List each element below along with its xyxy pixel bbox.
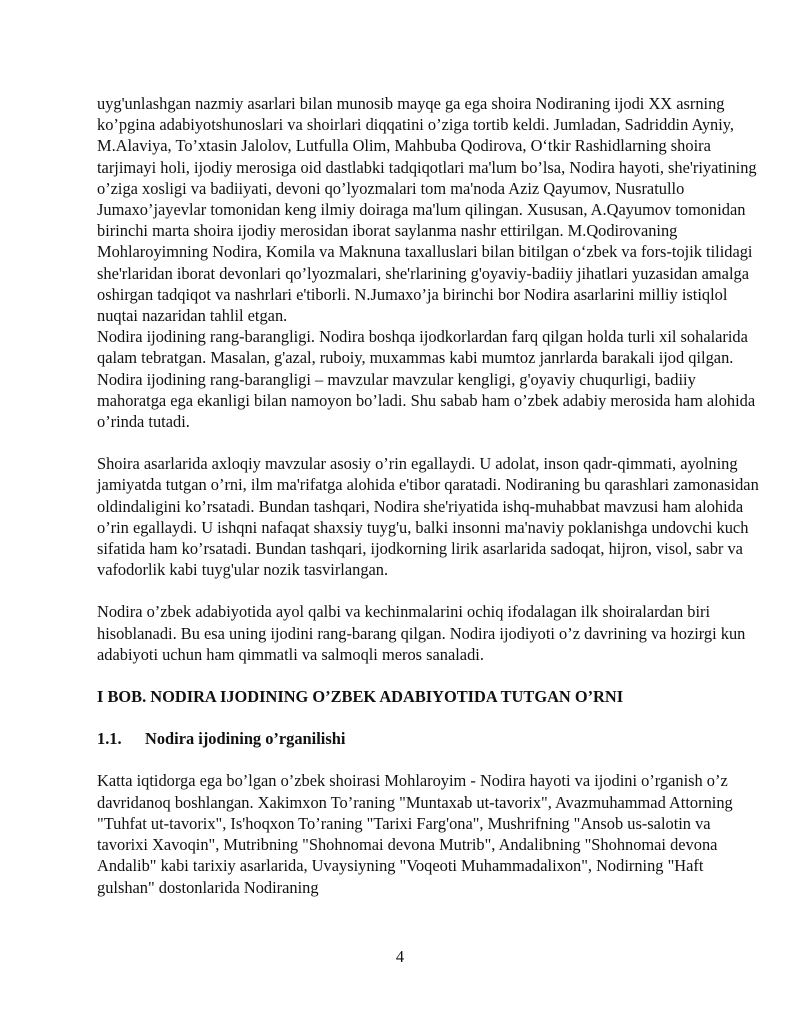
- paragraph-spacer: [97, 665, 765, 686]
- page-number: 4: [395, 947, 405, 966]
- section-number: 1.1.: [97, 729, 122, 749]
- paragraph-spacer: [97, 707, 765, 728]
- paragraph-research-history: uyg'unlashgan nazmiy asarlari bilan munosib mayqe ga ega shoira Nodiraning ijodi XX asrning ko’pgina adabiyotshunoslari va shoirlari diqqatini o’ziga tortib keldi. Jumladan, Sadriddin Ayniy, M.Alaviya, To’xtasin Jalolov, Lutfulla Olim, Mahbuba Qodirova, O‘tkir Rashidlarning shoira tarjimayi holi, ijodiy merosiga oid dastlabki tadqiqotlari ma'lum bo’lsa, Nodira hayoti, she'riyatining o’ziga xosligi va badiiyati, devoni qo’lyozmalari tom ma'noda Aziz Qayumov, Nusratullo Jumaxo’jayevlar tomonidan keng ilmiy doiraga ma'lum qilingan. Xususan, A.Qayumov tomonidan birinchi marta shoira ijodiy merosidan iborat saylanma nashr ettirilgan. M.Qodirovaning Mohlaroyimning Nodira, Komila va Maknuna taxalluslari bilan bitilgan o‘zbek va fors-tojik tilidagi she'rlaridan iborat devonlari qo’lyozmalari, she'rlarining g'oyaviy-badiiy jihatlari yuzasidan amalga oshirgan tadqiqot va nashrlari e'tiborli. N.Jumaxo’ja birinchi bor Nodira asarlarini milliy istiqlol nuqtai nazaridan tahlil etgan.: [97, 94, 757, 326]
- paragraph-spacer: [97, 749, 765, 770]
- paragraph-spacer: [97, 580, 765, 601]
- section-heading: [97, 728, 765, 749]
- paragraph-diversity: Nodira ijodining rang-barangligi. Nodira boshqa ijodkorlardan farq qilgan holda turli xil sohalarida qalam tebratgan. Masalan, g'azal, ruboiy, muxammas kabi mumtoz janrlarda barakali ijod qilgan. Nodira ijodining rang-barangligi – mavzular mavzular kengligi, g'oyaviy chuqurligi, badiiy mahoratga ega ekanligi bilan namoyon bo’ladi. Shu sabab ham o’zbek adabiy merosida ham alohida o’rinda tutadi.: [97, 327, 756, 432]
- document-page: [97, 93, 765, 898]
- paragraph-spacer: [97, 432, 765, 453]
- paragraph-women-voice: Nodira o’zbek adabiyotida ayol qalbi va kechinmalarini ochiq ifodalagan ilk shoiralardan biri hisoblanadi. Bu esa uning ijodini rang-barang qilgan. Nodira ijodiyoti o’z davrining va hozirgi kun adabiyoti uchun ham qimmatli va salmoqli meros sanaladi.: [97, 602, 746, 664]
- section-title: Nodira ijodining o’rganilishi: [145, 729, 346, 749]
- paragraph-section-body: Katta iqtidorga ega bo’lgan o’zbek shoirasi Mohlaroyim - Nodira hayoti va ijodini o’rganish o’z davridanoq boshlangan. Xakimxon To’raning "Muntaxab ut-tavorix", Avazmuhammad Attorning "Tuhfat ut-tavorix", Is'hoqxon To’raning "Tarixi Farg'ona", Mushrifning "Ansob us-salotin va tavorixi Xavoqin", Mutribning "Shohnomai devona Mutrib", Andalibning "Shohnomai devona Andalib" kabi tarixiy asarlarida, Uvaysiyning "Voqeoti Muhammadalixon", Nodirning "Haft gulshan" dostonlarida Nodiraning: [97, 771, 733, 897]
- chapter-heading: I BOB. NODIRA IJODINING O’ZBEK ADABIYOTIDA TUTGAN O’RNI: [97, 687, 624, 707]
- paragraph-ethics: Shoira asarlarida axloqiy mavzular asosiy o’rin egallaydi. U adolat, inson qadr-qimmati, ayolning jamiyatda tutgan o’rni, ilm ma'rifatga alohida e'tibor qaratadi. Nodiraning bu qarashlari zamonasidan oldindaligini ko’rsatadi. Bundan tashqari, Nodira she'riyatida ishq-muhabbat mavzusi ham alohida o’rin egallaydi. U ishqni nafaqat shaxsiy tuyg'u, balki insonni ma'naviy poklanishga undovchi kuch sifatida ham ko’rsatadi. Bundan tashqari, ijodkorning lirik asarlarida sadoqat, hijron, visol, sabr va vafodorlik kabi tuyg'ular nozik tasvirlangan.: [97, 454, 759, 580]
